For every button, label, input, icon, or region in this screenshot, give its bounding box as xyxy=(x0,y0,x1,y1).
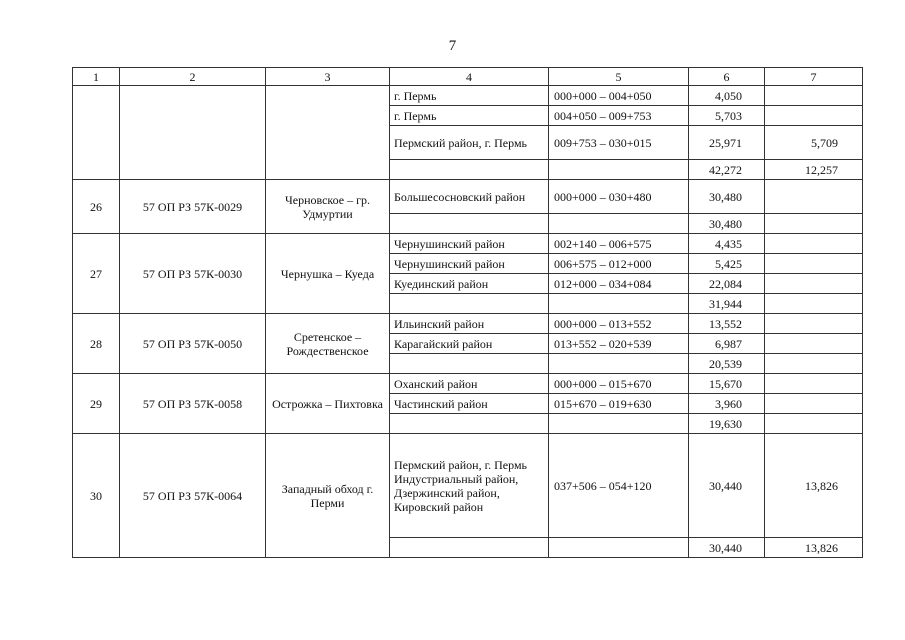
total-extra xyxy=(765,214,863,234)
segment-extra xyxy=(765,106,863,126)
total-extra: 13,826 xyxy=(765,538,863,558)
segment-extra xyxy=(765,180,863,214)
segment-length: 22,084 xyxy=(689,274,765,294)
segment-area: Оханский район xyxy=(390,374,549,394)
segment-km: 006+575 – 012+000 xyxy=(549,254,689,274)
segment-length: 5,703 xyxy=(689,106,765,126)
total-km xyxy=(549,160,689,180)
road-name: Острожка – Пихтовка xyxy=(266,374,390,434)
road-name: Черновское – гр. Удмуртии xyxy=(266,180,390,234)
total-length: 30,480 xyxy=(689,214,765,234)
total-extra xyxy=(765,354,863,374)
total-km xyxy=(549,214,689,234)
header-cell: 6 xyxy=(689,68,765,86)
road-code: 57 ОП РЗ 57К-0050 xyxy=(120,314,266,374)
segment-area: Чернушинский район xyxy=(390,234,549,254)
segment-area: г. Пермь xyxy=(390,106,549,126)
table-row xyxy=(73,374,863,394)
header-cell: 5 xyxy=(549,68,689,86)
segment-extra xyxy=(765,86,863,106)
total-km xyxy=(549,354,689,374)
total-area xyxy=(390,160,549,180)
segment-length: 5,425 xyxy=(689,254,765,274)
total-length: 31,944 xyxy=(689,294,765,314)
segment-length: 4,050 xyxy=(689,86,765,106)
total-extra xyxy=(765,414,863,434)
segment-km: 004+050 – 009+753 xyxy=(549,106,689,126)
header-row xyxy=(73,68,863,86)
segment-length: 3,960 xyxy=(689,394,765,414)
road-code: 57 ОП РЗ 57К-0030 xyxy=(120,234,266,314)
header-cell: 4 xyxy=(390,68,549,86)
segment-extra xyxy=(765,374,863,394)
segment-length: 30,440 xyxy=(689,434,765,538)
segment-km: 037+506 – 054+120 xyxy=(549,434,689,538)
total-km xyxy=(549,294,689,314)
road-number xyxy=(73,86,120,180)
total-area xyxy=(390,354,549,374)
segment-length: 25,971 xyxy=(689,126,765,160)
total-length: 20,539 xyxy=(689,354,765,374)
table-row xyxy=(73,314,863,334)
table-row xyxy=(73,234,863,254)
total-length: 42,272 xyxy=(689,160,765,180)
header-cell: 2 xyxy=(120,68,266,86)
total-area xyxy=(390,414,549,434)
segment-extra xyxy=(765,254,863,274)
segment-km: 013+552 – 020+539 xyxy=(549,334,689,354)
total-length: 30,440 xyxy=(689,538,765,558)
total-area xyxy=(390,538,549,558)
road-name: Западный обход г. Перми xyxy=(266,434,390,558)
total-length: 19,630 xyxy=(689,414,765,434)
segment-km: 000+000 – 004+050 xyxy=(549,86,689,106)
road-number: 30 xyxy=(73,434,120,558)
road-table xyxy=(72,67,863,558)
total-km xyxy=(549,538,689,558)
segment-extra xyxy=(765,314,863,334)
segment-extra: 13,826 xyxy=(765,434,863,538)
table-row xyxy=(73,180,863,214)
total-extra: 12,257 xyxy=(765,160,863,180)
segment-km: 009+753 – 030+015 xyxy=(549,126,689,160)
road-number: 26 xyxy=(73,180,120,234)
total-km xyxy=(549,414,689,434)
road-code xyxy=(120,86,266,180)
total-area xyxy=(390,214,549,234)
segment-length: 6,987 xyxy=(689,334,765,354)
segment-km: 012+000 – 034+084 xyxy=(549,274,689,294)
road-name xyxy=(266,86,390,180)
total-extra xyxy=(765,294,863,314)
segment-km: 015+670 – 019+630 xyxy=(549,394,689,414)
segment-area: Пермский район, г. Пермь xyxy=(390,126,549,160)
table-row xyxy=(73,434,863,538)
segment-extra xyxy=(765,234,863,254)
segment-area: Чернушинский район xyxy=(390,254,549,274)
header-cell: 1 xyxy=(73,68,120,86)
road-name: Сретенское – Рождественское xyxy=(266,314,390,374)
road-code: 57 ОП РЗ 57К-0064 xyxy=(120,434,266,558)
segment-length: 30,480 xyxy=(689,180,765,214)
road-name: Чернушка – Куеда xyxy=(266,234,390,314)
road-number: 27 xyxy=(73,234,120,314)
page-number: 7 xyxy=(448,38,457,54)
header-cell: 7 xyxy=(765,68,863,86)
segment-area: Карагайский район xyxy=(390,334,549,354)
segment-area: Большесосновский район xyxy=(390,180,549,214)
road-code: 57 ОП РЗ 57К-0058 xyxy=(120,374,266,434)
segment-area: Пермский район, г. Пермь Индустриальный район, Дзержинский район, Кировский район xyxy=(390,434,549,538)
segment-area: Ильинский район xyxy=(390,314,549,334)
road-number: 28 xyxy=(73,314,120,374)
segment-area: Куединский район xyxy=(390,274,549,294)
segment-extra xyxy=(765,334,863,354)
segment-extra xyxy=(765,274,863,294)
road-code: 57 ОП РЗ 57К-0029 xyxy=(120,180,266,234)
segment-length: 13,552 xyxy=(689,314,765,334)
segment-area: г. Пермь xyxy=(390,86,549,106)
segment-km: 002+140 – 006+575 xyxy=(549,234,689,254)
segment-length: 15,670 xyxy=(689,374,765,394)
header-cell: 3 xyxy=(266,68,390,86)
segment-length: 4,435 xyxy=(689,234,765,254)
segment-extra xyxy=(765,394,863,414)
segment-km: 000+000 – 013+552 xyxy=(549,314,689,334)
total-area xyxy=(390,294,549,314)
segment-km: 000+000 – 030+480 xyxy=(549,180,689,214)
table-row xyxy=(73,86,863,106)
segment-extra: 5,709 xyxy=(765,126,863,160)
segment-area: Частинский район xyxy=(390,394,549,414)
segment-km: 000+000 – 015+670 xyxy=(549,374,689,394)
road-number: 29 xyxy=(73,374,120,434)
